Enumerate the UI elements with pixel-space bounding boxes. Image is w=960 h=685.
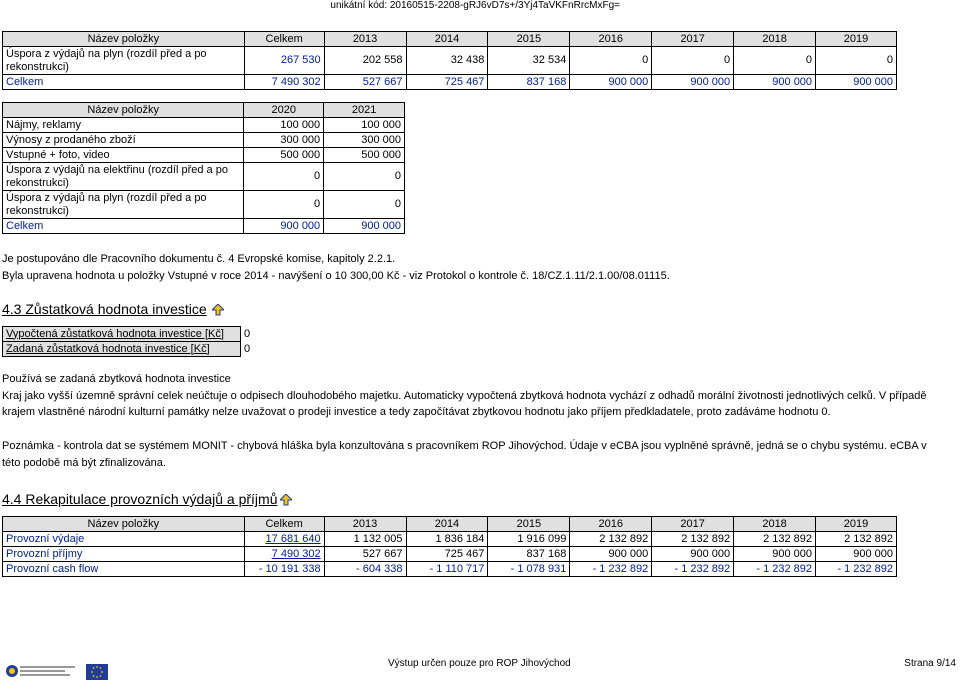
table-row xyxy=(3,118,405,133)
operating-summary-table xyxy=(2,516,897,577)
col-header: Název položky xyxy=(3,103,244,118)
cell: 267 530 xyxy=(244,47,324,75)
cell: 0 xyxy=(324,191,405,219)
col-header: 2013 xyxy=(324,517,406,532)
table-row xyxy=(3,75,897,90)
col-header: Název položky xyxy=(3,517,245,532)
row-label: Úspora z výdajů na plyn (rozdíl před a po rekonstrukci) xyxy=(3,191,244,219)
table-row xyxy=(3,327,322,342)
cell: - 1 232 892 xyxy=(652,562,734,577)
cell: 900 000 xyxy=(816,547,897,562)
row-label: Výnosy z prodaného zboží xyxy=(3,133,244,148)
col-header: 2021 xyxy=(324,103,405,118)
row-label: Úspora z výdajů na elektřinu (rozdíl před a po rekonstrukci) xyxy=(3,163,244,191)
col-header: 2015 xyxy=(488,32,570,47)
section-4-3-heading: 4.3 Zůstatková hodnota investice xyxy=(2,301,207,317)
table-row xyxy=(3,148,405,163)
cell: 0 xyxy=(244,163,324,191)
cell: 2 132 892 xyxy=(570,532,652,547)
cell: 725 467 xyxy=(406,547,488,562)
col-header: 2014 xyxy=(406,517,488,532)
col-header: 2013 xyxy=(324,32,406,47)
cell: 2 132 892 xyxy=(652,532,734,547)
cell: 0 xyxy=(244,327,251,340)
cell: 0 xyxy=(244,191,324,219)
monit-note-1: Poznámka - kontrola dat se systémem MONIT - chybová hláška byla konzultována s pracovníkem ROP Jihovýchod. Údaje v eCBA jsou vyplněné správně, jedná se o chybu systému. eCBA v xyxy=(2,440,927,452)
residual-value-table xyxy=(2,326,322,357)
cell: 1 132 005 xyxy=(324,532,406,547)
cell: 837 168 xyxy=(488,547,570,562)
table-row xyxy=(3,562,897,577)
residual-explanation-1: Kraj jako vyšší územně správní celek neúčtuje o odpisech dlouhodobého majetku. Automaticky vypočtená zbytková hodnota vychází z odhadů morální životnosti jednotlivých celků. V případě xyxy=(2,390,927,402)
row-label-link[interactable]: Provozní výdaje xyxy=(3,532,245,547)
col-header: Celkem xyxy=(244,517,324,532)
cell-link[interactable]: 7 490 302 xyxy=(244,547,324,562)
cell: 300 000 xyxy=(244,133,324,148)
regional-council-logo xyxy=(4,663,79,685)
cell: 202 558 xyxy=(324,47,406,75)
cell: 900 000 xyxy=(652,75,734,90)
cell: 500 000 xyxy=(324,148,405,163)
row-label-link[interactable]: Provozní cash flow xyxy=(3,562,245,577)
cell: 32 534 xyxy=(488,47,570,75)
cell: 500 000 xyxy=(244,148,324,163)
cell: 900 000 xyxy=(244,219,324,234)
cell: 900 000 xyxy=(324,219,405,234)
continued-income-table xyxy=(2,31,897,90)
col-header: 2019 xyxy=(816,517,897,532)
table-row xyxy=(3,191,405,219)
note-methodology: Je postupováno dle Pracovního dokumentu č. 4 Evropské komise, kapitoly 2.2.1. xyxy=(2,253,396,265)
row-label: Celkem xyxy=(3,75,245,90)
cell: 725 467 xyxy=(406,75,488,90)
cell: 0 xyxy=(652,47,734,75)
monit-note-2: této podobě má být zfinalizována. xyxy=(2,457,166,469)
cell: 837 168 xyxy=(488,75,570,90)
cell: - 1 232 892 xyxy=(734,562,816,577)
row-label: Zadaná zůstatková hodnota investice [Kč] xyxy=(3,342,241,357)
row-label-link[interactable]: Provozní příjmy xyxy=(3,547,245,562)
cell: - 10 191 338 xyxy=(244,562,324,577)
note-correction: Byla upravena hodnota u položky Vstupné v roce 2014 - navýšení o 10 300,00 Kč - viz Protokol o kontrole č. 18/CZ.1.11/2.1.00/08.01115. xyxy=(2,270,670,282)
table-row xyxy=(3,163,405,191)
cell: 100 000 xyxy=(244,118,324,133)
residual-explanation-2: krajem vlastněné národní kulturní památky nelze uvažovat o prodeji investice a tedy započítávat zbytkovou hodnotu jako příjem předkladatele, proto zadáváme hodnotu 0. xyxy=(2,406,831,418)
back-to-top-icon[interactable] xyxy=(280,494,292,506)
income-2020-2021-table xyxy=(2,102,405,234)
cell: - 604 338 xyxy=(324,562,406,577)
table-row xyxy=(3,47,897,75)
unique-code: unikátní kód: 20160515-2208-gRJ6vD7s+/3Yj4TaVKFnRrcMxFg= xyxy=(330,0,620,11)
cell: - 1 232 892 xyxy=(570,562,652,577)
cell: 900 000 xyxy=(570,547,652,562)
cell: 900 000 xyxy=(734,547,816,562)
cell: - 1 110 717 xyxy=(406,562,488,577)
cell: 527 667 xyxy=(324,547,406,562)
col-header: Název položky xyxy=(3,32,245,47)
page-number: Strana 9/14 xyxy=(904,658,956,669)
cell: 100 000 xyxy=(324,118,405,133)
cell: 900 000 xyxy=(734,75,816,90)
col-header: 2018 xyxy=(734,517,816,532)
table-row xyxy=(3,219,405,234)
cell: 0 xyxy=(570,47,652,75)
row-label: Úspora z výdajů na plyn (rozdíl před a po rekonstrukci) xyxy=(3,47,245,75)
row-label: Celkem xyxy=(3,219,244,234)
col-header: 2016 xyxy=(570,517,652,532)
col-header: 2015 xyxy=(488,517,570,532)
col-header: 2016 xyxy=(570,32,652,47)
footer-disclaimer: Výstup určen pouze pro ROP Jihovýchod xyxy=(388,658,571,669)
row-label: Nájmy, reklamy xyxy=(3,118,244,133)
cell: 300 000 xyxy=(324,133,405,148)
table-row xyxy=(3,133,405,148)
col-header: 2020 xyxy=(244,103,324,118)
col-header: Celkem xyxy=(244,32,324,47)
cell: 2 132 892 xyxy=(734,532,816,547)
cell: 527 667 xyxy=(324,75,406,90)
cell: 2 132 892 xyxy=(816,532,897,547)
cell: 0 xyxy=(734,47,816,75)
cell: 0 xyxy=(244,342,251,355)
col-header: 2017 xyxy=(652,32,734,47)
row-label: Vypočtená zůstatková hodnota investice [Kč] xyxy=(3,327,241,342)
cell: 900 000 xyxy=(816,75,897,90)
back-to-top-icon[interactable] xyxy=(212,304,224,316)
residual-note: Používá se zadaná zbytková hodnota investice xyxy=(2,373,231,385)
col-header: 2014 xyxy=(406,32,488,47)
col-header: 2019 xyxy=(816,32,897,47)
cell: 0 xyxy=(816,47,897,75)
cell: 1 916 099 xyxy=(488,532,570,547)
col-header: 2017 xyxy=(652,517,734,532)
cell: 900 000 xyxy=(570,75,652,90)
col-header: 2018 xyxy=(734,32,816,47)
cell: - 1 078 931 xyxy=(488,562,570,577)
cell: 32 438 xyxy=(406,47,488,75)
cell: 0 xyxy=(324,163,405,191)
table-row xyxy=(3,532,897,547)
eu-flag-icon xyxy=(86,664,108,680)
table-row xyxy=(3,547,897,562)
cell: - 1 232 892 xyxy=(816,562,897,577)
table-row xyxy=(3,342,322,357)
section-4-4-heading: 4.4 Rekapitulace provozních výdajů a příjmů xyxy=(2,491,278,507)
cell: 1 836 184 xyxy=(406,532,488,547)
cell-link[interactable]: 17 681 640 xyxy=(244,532,324,547)
cell: 7 490 302 xyxy=(244,75,324,90)
cell: 900 000 xyxy=(652,547,734,562)
row-label: Vstupné + foto, video xyxy=(3,148,244,163)
